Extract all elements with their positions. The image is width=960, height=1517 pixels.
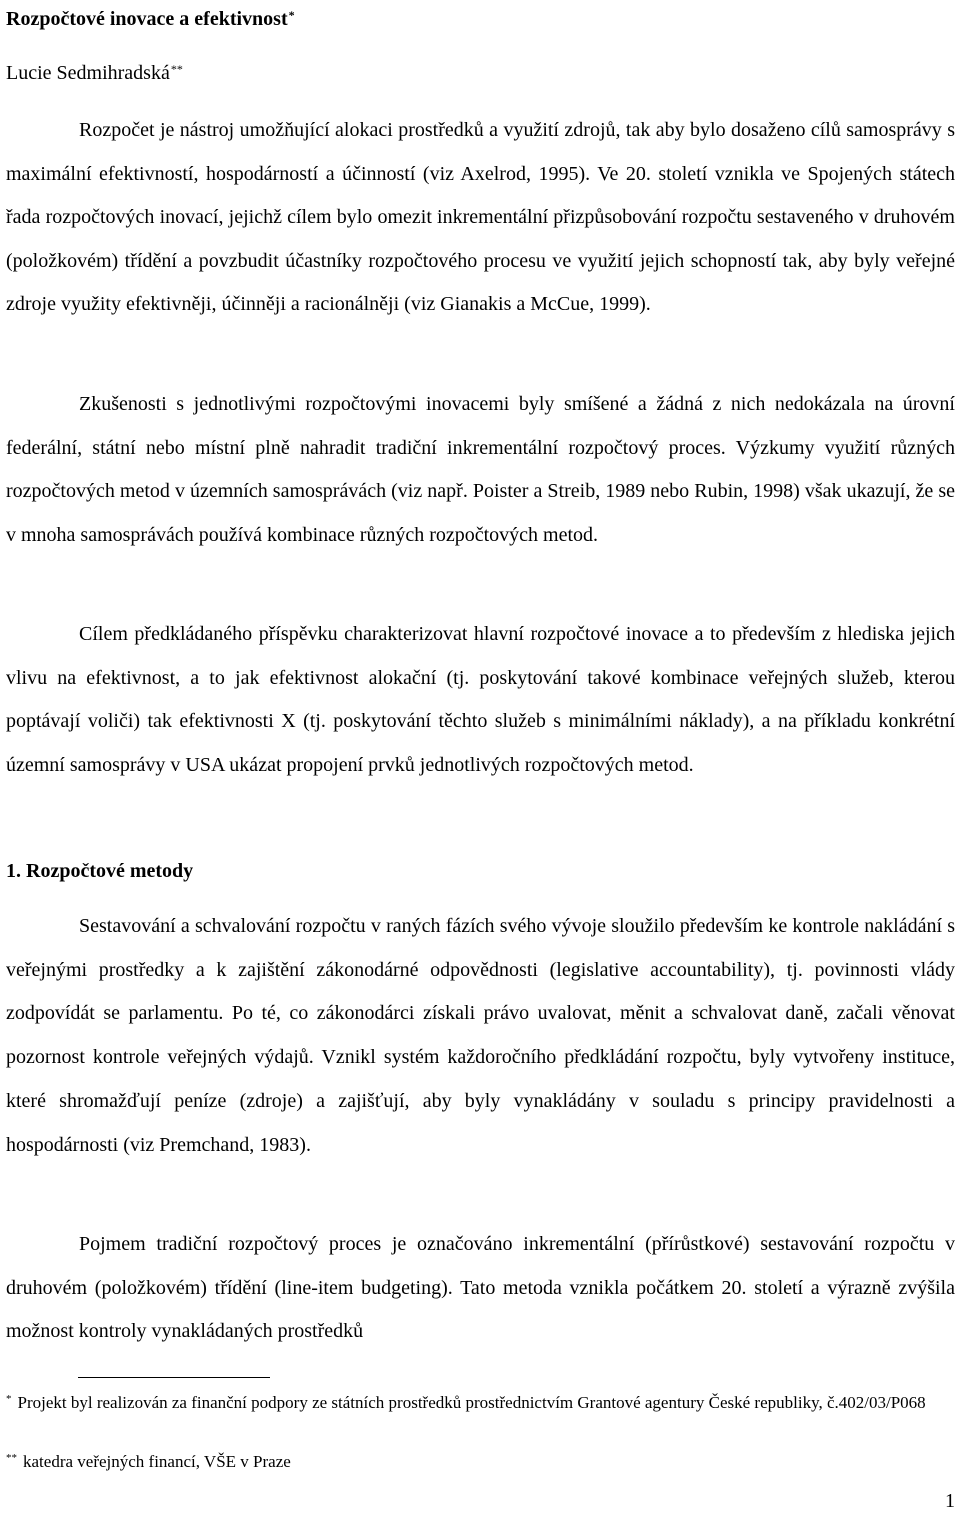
footnote-divider [78,1377,270,1378]
footnote-1-mark: * [6,1393,12,1405]
author-footnote-mark: ** [170,62,183,76]
title-footnote-mark: * [288,8,295,22]
footnote-2-mark: ** [6,1452,17,1464]
footnote-1-text: Projekt byl realizován za finanční podpory ze státních prostředků prostřednictvím Grantové agentury České republiky, č.402/03/P068 [17,1393,926,1412]
page-number: 1 [945,1490,955,1512]
author-text: Lucie Sedmihradská [6,62,170,84]
intro-paragraph-2: Zkušenosti s jednotlivými rozpočtovými inovacemi byly smíšené a žádná z nich nedokázala na úrovní federální, státní nebo místní plně nahradit tradiční inkrementální rozpočtový proces. Výzkumy využití různých rozpočtových metod v územních samosprávách (viz např. Poister a Streib, 1989 nebo Rubin, 1998) však ukazují, že se v mnoha samosprávách používá kombinace různých rozpočtových metod. [6,393,955,547]
title-text: Rozpočtové inovace a efektivnost [6,8,288,30]
footnote-2-text: katedra veřejných financí, VŠE v Praze [23,1452,291,1471]
section-heading: 1. Rozpočtové metody [6,860,194,882]
footnote-2 [6,1450,955,1473]
section-paragraph-2: Pojmem tradiční rozpočtový proces je označováno inkrementální (přírůstkové) sestavování rozpočtu v druhovém (položkovém) třídění (line-item budgeting). Tato metoda vznikla počátkem 20. století a výrazně zvýšila možnost kontroly vynakládaných prostředků [6,1233,955,1342]
intro-paragraph-1: Rozpočet je nástroj umožňující alokaci prostředků a využití zdrojů, tak aby bylo dosaženo cílů samosprávy s maximální efektivností, hospodárností a účinností (viz Axelrod, 1995). Ve 20. století vznikla ve Spojených státech řada rozpočtových inovací, jejichž cílem bylo omezit inkrementální přizpůsobování rozpočtu sestaveného v druhovém (položkovém) třídění a povzbudit účastníky rozpočtového procesu ve využití jejich schopností tak, aby byly veřejné zdroje využity efektivněji, účinněji a racionálněji (viz Gianakis a McCue, 1999). [6,119,955,316]
intro-paragraph-3: Cílem předkládaného příspěvku charakterizovat hlavní rozpočtové inovace a to především z hlediska jejich vlivu na efektivnost, a to jak efektivnost alokační (tj. poskytování takové kombinace veřejných služeb, kterou poptávají voliči) tak efektivnosti X (tj. poskytování těchto služeb s minimálními náklady), a na příkladu konkrétní územní samosprávy v USA ukázat propojení prvků jednotlivých rozpočtových metod. [6,623,955,777]
paper-title [6,6,295,32]
section-paragraph-1: Sestavování a schvalování rozpočtu v raných fázích svého vývoje sloužilo především ke kontrole nakládání s veřejnými prostředky a k zajištění zákonodárné odpovědnosti (legislative accountability), tj. povinnosti vlády zodpovídát se parlamentu. Po té, co zákonodárci získali právo uvalovat, měnit a schvalovat daně, začali věnovat pozornost kontrole veřejných výdajů. Vznikl systém každoročního předkládání rozpočtu, byly vytvořeny instituce, které shromažďují peníze (zdroje) a zajišťují, aby byly vynakládány v souladu s principy pravidelnosti a hospodárnosti (viz Premchand, 1983). [6,915,955,1156]
author-name [6,60,183,86]
footnote-1 [6,1391,955,1414]
